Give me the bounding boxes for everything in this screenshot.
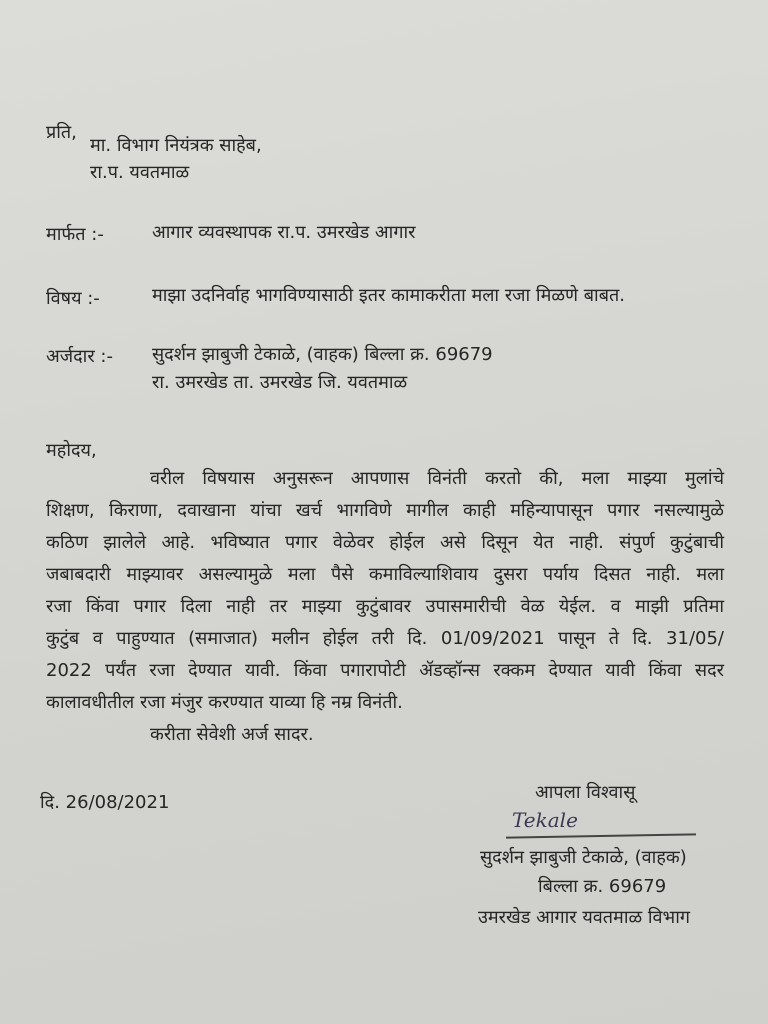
salutation: महोदय, [46, 440, 97, 461]
body-line: वरील विषयास अनुसरून आपणास विनंती करतो की, मला माझ्या मुलांचे [150, 468, 724, 489]
signer-depot: उमरखेड आगार यवतमाळ विभाग [478, 907, 690, 928]
yours-faithfully: आपला विश्वासू [535, 782, 636, 803]
via-label: मार्फत :- [46, 224, 104, 245]
body-line: कठिण झालेले आहे. भविष्यात पगार वेळेवर होईल असे दिसून येत नाही. संपुर्ण कुटुंबाची [46, 532, 724, 553]
letter-date: दि. 26/08/2021 [40, 792, 170, 813]
subject-label: विषय :- [46, 288, 100, 309]
applicant-address: रा. उमरखेड ता. उमरखेड जि. यवतमाळ [152, 372, 408, 393]
body-line: रजा किंवा पगार दिला नाही तर माझ्या कुटुंबावर उपासमारीची वेळ येईल. व माझी प्रतिमा [46, 596, 724, 617]
subject-value: माझा उदनिर्वाह भागविण्यासाठी इतर कामाकरीता मला रजा मिळणे बाबत. [152, 285, 625, 306]
applicant-name: सुदर्शन झाबुजी टेकाळे, (वाहक) बिल्ला क्र. 69679 [152, 344, 493, 365]
body-line: कालावधीतील रजा मंजुर करण्यात याव्या हि नम्र विनंती. [46, 692, 403, 713]
signer-name: सुदर्शन झाबुजी टेकाळे, (वाहक) [480, 847, 687, 868]
via-value: आगार व्यवस्थापक रा.प. उमरखेड आगार [152, 222, 416, 243]
to-prefix: प्रति, [46, 122, 77, 143]
recipient-title: मा. विभाग नियंत्रक साहेब, [90, 135, 262, 156]
closing: करीता सेवेशी अर्ज सादर. [150, 724, 314, 745]
recipient-office: रा.प. यवतमाळ [90, 162, 190, 183]
body-line: 2022 पर्यंत रजा देण्यात यावी. किंवा पगारापोटी ॲडव्हॉन्स रक्कम देण्यात यावी किंवा सदर [46, 660, 724, 681]
applicant-label: अर्जदार :- [46, 346, 113, 367]
body-line: शिक्षण, किराणा, दवाखाना यांचा खर्च भागविणे मागील काही महिन्यापासून पगार नसल्यामुळे [46, 500, 724, 521]
signer-badge: बिल्ला क्र. 69679 [538, 876, 667, 897]
body-line: कुटुंब व पाहुण्यात (समाजात) मलीन होईल तरी दि. 01/09/2021 पासून ते दि. 31/05/ [46, 628, 724, 649]
body-line: जबाबदारी माझ्यावर असल्यामुळे मला पैसे कमाविल्याशिवाय दुसरा पर्याय दिसत नाही. मला [46, 564, 724, 585]
signature: Tekale [512, 808, 578, 832]
